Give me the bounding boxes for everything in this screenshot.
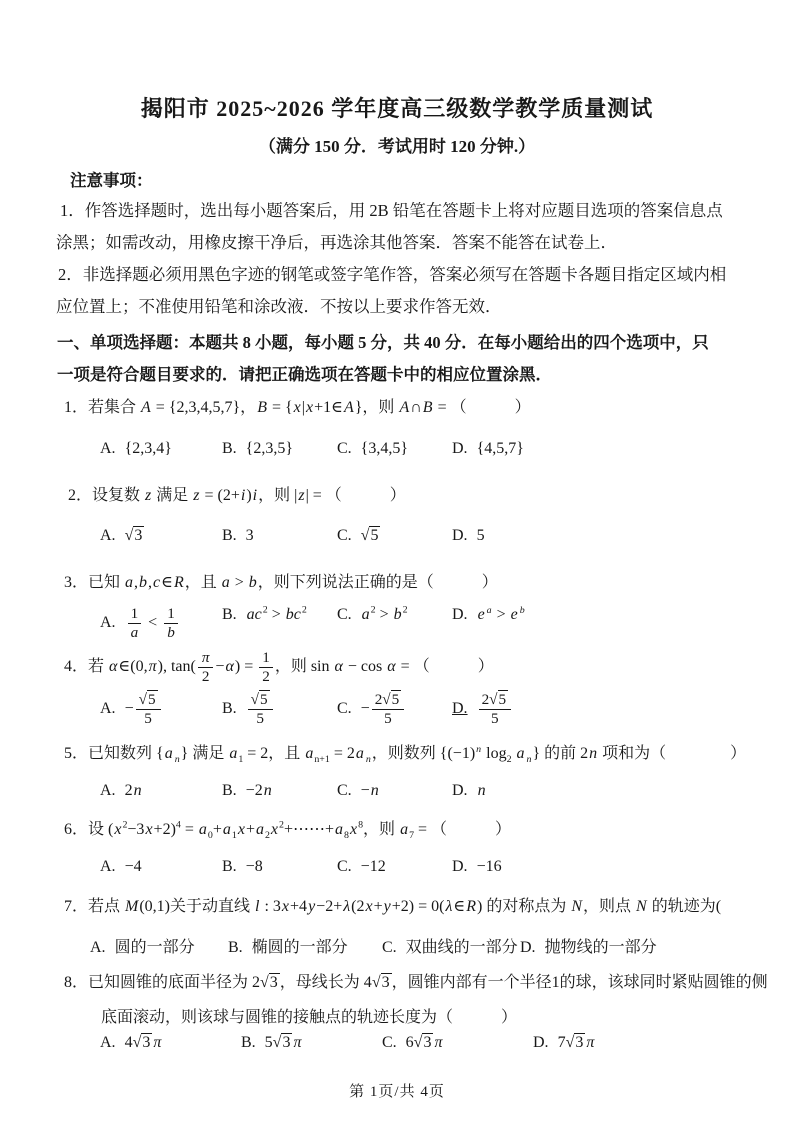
math-variable: α [109,658,118,676]
denominator: 5 [144,709,152,727]
option-label: C. [382,1034,397,1051]
math-variable: n [589,745,598,762]
option-label: C. [337,440,352,457]
option-label: A. [100,527,116,544]
radicand: 5 [370,527,379,544]
superscript: 2 [370,604,376,616]
option-d [452,606,526,624]
math-variable: λ [343,898,351,915]
option-label: B. [241,1034,256,1051]
fraction [248,692,273,727]
math-variable: x [237,821,245,838]
section-heading-line-2: 一项是符合题目要求的．请把正确选项在答题卡中的相应位置涂黑． [57,365,552,384]
math-variable: ac [246,606,262,623]
math-variable: N [571,898,583,915]
question-8-stem-line-2: 底面滚动，则该球与圆锥的接触点的轨迹长度为（ ） [101,1009,518,1026]
math-variable: π [148,658,157,676]
math-variable: A [141,399,151,416]
option-value: 2n [124,782,142,799]
option-label: C. [337,782,352,799]
square-root: √5 [382,691,400,708]
option-value: $\frac{1}{a}$ < $\frac{1}{b}$ [125,614,181,631]
fraction [127,606,143,641]
option-label: C. [337,527,352,544]
square-root: √5 [360,527,379,544]
question-3-stem: 3．已知 a,b,c∈R，且 a > b，则下列说法正确的是（ ） [64,574,498,591]
numerator: 2√5 [372,692,405,710]
math-variable: n [370,782,379,799]
numerator [136,692,161,710]
math-variable: R [466,898,476,915]
option-value: 4√3 π [124,1034,162,1051]
square-root: √5 [138,691,156,708]
math-variable: B [257,399,267,416]
option-label: A. [100,782,116,799]
option-label: B. [222,440,237,457]
math-variable: i [240,487,246,504]
option-label: D. [452,782,468,799]
option-d [452,440,524,458]
subscript: 0 [207,830,213,842]
math-variable: c [153,574,161,591]
option-c [337,692,406,727]
notice-heading: 注意事项： [70,171,153,190]
option-value: 3 [245,527,254,544]
question-6-stem: 6．设 $(x^2-3x+2)^4$ = $a_0+a_1x+a_2x^2+\cdots\cdots+a_8x^8$，则 $a_7$ = （ ） [64,819,512,842]
subscript [174,754,181,765]
option-label: D. [452,858,468,875]
option-label: D. [533,1034,549,1051]
denominator: 5 [256,709,264,727]
option-label: A. [100,440,116,457]
notice-line-1: 1．作答选择题时，选出每小题答案后，用 2B 铅笔在答题卡上将对应题目选项的答案信息点 [60,201,723,220]
math-variable: b [248,574,257,591]
math-variable: a [222,821,231,838]
option-a [90,934,195,957]
option-value: 5√3 π [264,1034,302,1051]
superscript [519,605,526,616]
math-variable: a [516,745,525,762]
option-label: B. [228,939,243,956]
math-variable: R [173,574,184,591]
option-a [100,1034,162,1052]
option-b [241,1034,302,1052]
question-1-stem: 1．若集合 A = {2,3,4,5,7}，B = {x|x+1∈A}，则 A∩B = （ ） [64,399,531,416]
square-root: √3 [124,527,143,544]
math-variable: a [400,821,409,838]
question-3-options [0,606,794,654]
option-b [222,858,263,876]
fraction [372,692,405,727]
option-c [382,1034,443,1052]
math-variable: a [486,604,492,616]
fraction [163,606,179,641]
math-variable: a [335,821,344,838]
option-d [452,782,487,800]
denominator: 5 [491,709,499,727]
superscript: 2 [279,819,284,831]
math-variable: α [334,658,343,676]
math-variable: A [399,399,410,416]
notice-line-2: 涂黑；如需改动，用橡皮擦干净后，再选涂其他答案．答案不能答在试卷上． [56,233,617,252]
math-variable: b [393,606,402,623]
math-variable: M [125,898,139,915]
option-value: −n [360,782,379,799]
option-value [246,691,275,727]
numerator: 1 [259,650,273,668]
page-number: 第 1页/共 4页 [349,1084,445,1100]
radicand: 5 [498,691,507,708]
math-variable: n [526,754,532,766]
option-label: A. [100,1034,116,1051]
option-b [222,440,293,458]
option-label: B. [222,700,237,718]
option-value: 抛物线的一部分 [544,939,657,956]
math-variable: x [281,898,290,915]
numerator [248,692,273,710]
math-variable: a [361,606,370,623]
option-value: 圆的一部分 [114,939,195,956]
fraction [136,692,161,727]
denominator: 5 [384,709,392,727]
section-heading-line-1: 一、单项选择题：本题共 8 小题，每小题 5 分，共 40 分．在每小题给出的四个选项中，只 [57,333,709,352]
option-value: {4,5,7} [476,440,524,457]
page-subtitle: （满分 150 分．考试用时 120 分钟.） [258,137,536,156]
math-variable: bc [285,606,301,623]
question-7-stem: 7．若点 M(0,1)关于动直线 l : 3x+4y−2+λ(2x+y+2) = 0(λ∈R) 的对称点为 N，则点 N 的轨迹为( [64,898,722,915]
math-variable: i [252,487,258,504]
square-root: √3 [272,1034,291,1051]
question-1-options [0,440,794,488]
option-value [361,526,381,544]
option-value: {3,4,5} [360,440,409,457]
math-variable: x [145,821,153,838]
option-a [100,692,163,727]
math-variable: n [365,754,371,766]
option-c [382,934,518,957]
notice-line-4: 应位置上；不准使用铅笔和涂改液．不按以上要求作答无效． [56,297,502,316]
square-root: √5 [489,691,507,708]
option-c [337,440,408,458]
question-8-options [0,1034,794,1082]
option-d [533,1034,595,1052]
denominator [163,624,179,641]
superscript: 8 [358,819,364,831]
denominator: 2 [262,667,270,685]
math-variable: y [308,898,316,915]
superscript [475,744,482,755]
math-variable: N [636,898,647,915]
option-label: D. [452,606,468,623]
subscript: 7 [409,830,415,842]
option-label: B. [222,606,237,623]
question-4-stem: 4．若 α∈(0,π), tan( $\frac{\pi}{2}$ −α) = $\frac{1}{2}$ ，则 sin α − cos α = （ ） [64,649,494,685]
math-variable: x [270,821,279,838]
radicand: 5 [260,691,268,708]
option-label: A. [100,614,116,632]
option-label: A. [100,700,116,718]
superscript: 2 [301,604,307,616]
option-value: 双曲线的一部分 [405,939,518,956]
subscript: 1 [231,830,237,842]
option-value: − $\frac{2√5}{5}$ [361,700,407,717]
math-variable: n [174,754,180,766]
option-value: $ac^2 > bc^2$ [246,604,307,623]
option-value [477,782,487,799]
math-variable: α [387,658,396,676]
square-root: √3 [260,974,278,991]
option-a [100,782,143,800]
math-variable: π [201,649,210,666]
option-label: D. [452,700,468,718]
option-c [337,782,380,800]
square-root: √3 [371,974,390,991]
option-label: B. [222,527,237,544]
math-variable: π [586,1034,595,1051]
fraction [198,650,214,685]
option-value: −8 [245,858,263,875]
math-variable: z [298,487,305,504]
superscript: 2 [402,604,408,616]
math-variable: z [145,487,152,504]
option-d [520,934,657,957]
option-value: 6√3 π [405,1034,443,1051]
math-variable: b [167,623,175,641]
fraction [479,692,512,727]
math-variable: a [130,623,139,641]
math-variable: z [193,487,200,504]
option-label: C. [337,606,352,623]
option-label: A. [100,858,116,875]
math-variable: π [293,1034,302,1051]
option-label: C. [382,939,397,956]
math-variable: e [510,606,518,623]
radicand: 3 [134,527,143,544]
square-root: √3 [565,1034,584,1051]
option-value: − $\frac{√5}{5}$ [125,700,163,717]
math-variable: n [133,782,142,799]
math-variable: x [365,898,373,915]
math-variable: a [255,821,264,838]
math-variable: a [229,745,238,762]
math-variable: λ [445,898,453,915]
radicand: 3 [423,1034,432,1051]
math-variable: B [422,399,433,416]
subscript: 2 [506,754,512,766]
question-2-options [0,527,794,575]
option-value: $a^2 > b^2$ [361,604,408,623]
page-title: 揭阳市 2025~2026 学年度高三级数学教学质量测试 [140,96,654,121]
option-b [222,782,273,800]
denominator: 2 [201,667,210,685]
option-value: 椭圆的一部分 [251,939,348,956]
option-label: C. [337,858,352,875]
option-value: −4 [124,858,142,875]
subscript: n+1 [314,754,330,766]
superscript: 2 [262,604,268,616]
option-a [100,606,181,641]
option-label: D. [452,440,468,457]
math-variable: x [114,821,122,838]
question-8-stem-line-1: 8．已知圆锥的底面半径为 2√3 ，母线长为 4√3 ，圆锥内部有一个半径1的球，该球同时紧贴圆锥的侧 [64,974,768,991]
option-a [100,527,144,545]
radicand: 3 [381,974,390,991]
math-variable: y [383,898,391,915]
option-b [222,527,254,545]
math-variable: n [263,782,272,799]
math-variable: a [125,574,134,591]
subscript [365,754,372,765]
math-variable: x [293,399,301,416]
math-variable: e [477,606,485,623]
math-variable: b [139,574,148,591]
option-c [337,606,408,624]
radicand: 3 [282,1034,291,1051]
math-variable: α [225,658,234,676]
option-value: 5 [476,527,485,544]
option-label: A. [90,939,106,956]
option-value: −2n [245,782,272,799]
numerator: 2√5 [479,692,512,710]
denominator [127,624,143,641]
radicand: 5 [147,691,156,708]
subscript [526,754,533,765]
question-5-stem: 5．已知数列 {a $_n$} 满足 $a_1 = 2$，且 $a_{n+1} = 2a$ $_n$，则数列 {$(-1)^n$ $\log_2 a$ $_n$} 的前 2n 项和为（ ） [64,743,747,766]
notice-line-3: 2．非选择题必须用黑色字迹的钢笔或签字笔作答，答案必须写在答题卡各题目指定区域内相 [58,265,727,284]
option-c [337,527,380,545]
numerator: 1 [164,606,178,624]
option-d [452,527,485,545]
option-label: D. [452,527,468,544]
math-variable: l [255,898,260,915]
superscript: 4 [175,819,181,831]
option-value: 7√3 π [557,1034,595,1051]
option-label: B. [222,782,237,799]
math-variable: n [476,743,482,755]
radicand: 5 [391,691,400,708]
option-label: C. [337,700,352,718]
math-variable: π [434,1034,443,1051]
option-value: e $^a$ > e $^b$ [477,604,525,623]
math-variable: n [477,782,486,799]
subscript: 2 [264,830,270,842]
option-b [228,934,348,957]
math-variable: a [355,745,364,762]
square-root: √3 [132,1034,151,1051]
radicand: 3 [269,974,278,991]
option-value: {2,3,5} [245,440,294,457]
superscript: 2 [122,819,128,831]
math-variable: a [164,745,173,762]
square-root: √5 [250,691,268,708]
option-a [100,858,142,876]
option-d [452,692,513,727]
numerator: 1 [128,606,142,624]
math-variable: a [305,745,314,762]
square-root: √3 [413,1034,432,1051]
option-value: −16 [476,858,502,875]
question-2-stem: 2．设复数 z 满足 z = (2+i)i，则 |z| = （ ） [68,487,406,504]
math-variable: A [343,399,354,416]
option-d [452,858,502,876]
option-b [222,606,307,624]
superscript [486,605,493,616]
subscript: 8 [344,830,349,842]
math-variable: π [153,1034,162,1051]
option-b [222,692,275,727]
math-variable: x [305,399,314,416]
option-value: −12 [360,858,386,875]
question-4-options [0,692,794,740]
radicand: 3 [142,1034,151,1051]
radicand: 3 [575,1034,584,1051]
math-variable: a [198,821,207,838]
option-c [337,858,386,876]
math-variable: x [349,821,358,838]
fraction [259,650,273,685]
math-variable: b [519,604,525,616]
option-a [100,440,172,458]
option-label: D. [520,939,536,956]
math-variable: a [221,574,230,591]
option-label: B. [222,858,237,875]
option-value [125,526,145,544]
numerator [198,650,214,668]
option-value: {2,3,4} [124,440,172,457]
option-value [477,691,514,727]
subscript: 1 [238,754,244,766]
